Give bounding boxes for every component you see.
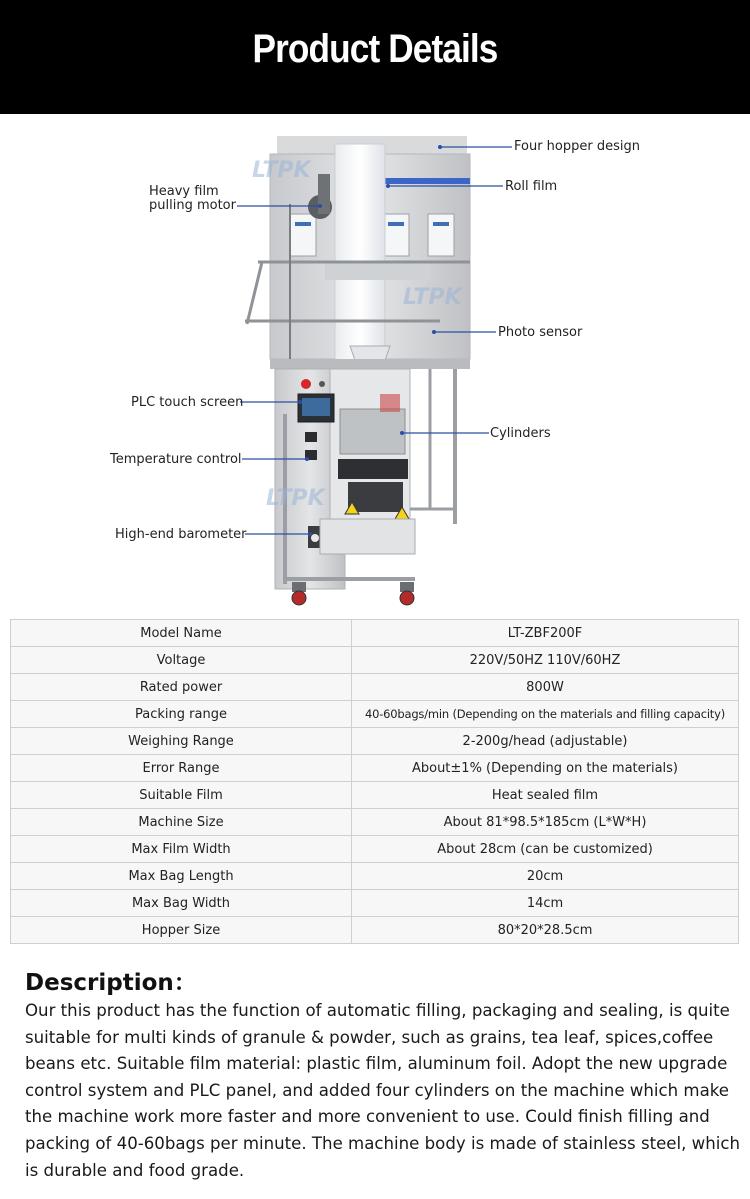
table-row bbox=[11, 620, 739, 647]
emergency-stop bbox=[301, 379, 311, 389]
spec-value: 40-60bags/min (Depending on the materials and filling capacity) bbox=[352, 701, 739, 728]
spec-value: 80*20*28.5cm bbox=[352, 917, 739, 944]
label-plc: PLC touch screen bbox=[131, 395, 244, 410]
spec-name: Error Range bbox=[11, 755, 352, 782]
wheel-right bbox=[400, 591, 414, 605]
spec-value: 14cm bbox=[352, 890, 739, 917]
spec-name: Machine Size bbox=[11, 809, 352, 836]
temperature-unit bbox=[305, 432, 317, 442]
spec-name: Packing range bbox=[11, 701, 352, 728]
table-row bbox=[11, 863, 739, 890]
spec-name: Model Name bbox=[11, 620, 352, 647]
machine-figure bbox=[0, 114, 750, 616]
lower-cabinet bbox=[270, 359, 470, 369]
label-heavy-film-1: Heavy film bbox=[149, 184, 219, 199]
spec-value: 2-200g/head (adjustable) bbox=[352, 728, 739, 755]
wheel-left bbox=[292, 591, 306, 605]
machine-illustration bbox=[0, 114, 750, 616]
cylinder-block bbox=[340, 409, 405, 454]
label-cylinders: Cylinders bbox=[490, 426, 551, 441]
spec-name: Max Bag Width bbox=[11, 890, 352, 917]
label-roll-film: Roll film bbox=[505, 179, 558, 194]
spec-name: Max Film Width bbox=[11, 836, 352, 863]
spec-value: 220V/50HZ 110V/60HZ bbox=[352, 647, 739, 674]
table-row bbox=[11, 674, 739, 701]
spec-name: Hopper Size bbox=[11, 917, 352, 944]
table-row bbox=[11, 809, 739, 836]
spec-name: Max Bag Length bbox=[11, 863, 352, 890]
label-four-hopper: Four hopper design bbox=[514, 139, 640, 154]
controller-4 bbox=[428, 214, 454, 256]
spec-value: About 81*98.5*185cm (L*W*H) bbox=[352, 809, 739, 836]
header-banner bbox=[0, 0, 750, 114]
table-row bbox=[11, 917, 739, 944]
label-temperature: Temperature control bbox=[110, 452, 242, 467]
spec-name: Weighing Range bbox=[11, 728, 352, 755]
spec-value: About 28cm (can be customized) bbox=[352, 836, 739, 863]
table-row bbox=[11, 647, 739, 674]
label-heavy-film-2: pulling motor bbox=[149, 198, 236, 213]
watermark-2: LTPK bbox=[403, 285, 462, 310]
label-photo-sensor: Photo sensor bbox=[498, 325, 583, 340]
spec-value: About±1% (Depending on the materials) bbox=[352, 755, 739, 782]
spec-name: Voltage bbox=[11, 647, 352, 674]
spec-value: LT-ZBF200F bbox=[352, 620, 739, 647]
watermark-1: LTPK bbox=[252, 158, 311, 183]
table-row bbox=[11, 836, 739, 863]
label-barometer: High-end barometer bbox=[115, 527, 247, 542]
table-row bbox=[11, 728, 739, 755]
watermark-3: LTPK bbox=[266, 486, 325, 511]
controller-3 bbox=[383, 214, 409, 256]
controller-1 bbox=[290, 214, 316, 256]
spec-name: Rated power bbox=[11, 674, 352, 701]
spec-value: Heat sealed film bbox=[352, 782, 739, 809]
spec-name: Suitable Film bbox=[11, 782, 352, 809]
spec-value: 800W bbox=[352, 674, 739, 701]
spec-value: 20cm bbox=[352, 863, 739, 890]
table-row bbox=[11, 701, 739, 728]
table-row bbox=[11, 782, 739, 809]
page-title: Product Details bbox=[252, 27, 498, 71]
spec-table bbox=[10, 619, 739, 944]
table-row bbox=[11, 755, 739, 782]
description-title: Description： bbox=[25, 970, 197, 996]
table-row bbox=[11, 890, 739, 917]
description-text: Our this product has the function of automatic filling, packaging and sealing, is quite suitable for multi kinds of granule & powder, such as grains, tea leaf, spices,coffee beans etc. Suitable film material: plastic film, aluminum foil. Adopt the new upgrade control system and PLC panel, and added four cylinders on the machine which make the machine work more faster and more convenient to use. Could finish filling and packing of 40-60bags per minute. The machine body is made of stainless steel, which is durable and food grade. bbox=[25, 1001, 741, 1180]
